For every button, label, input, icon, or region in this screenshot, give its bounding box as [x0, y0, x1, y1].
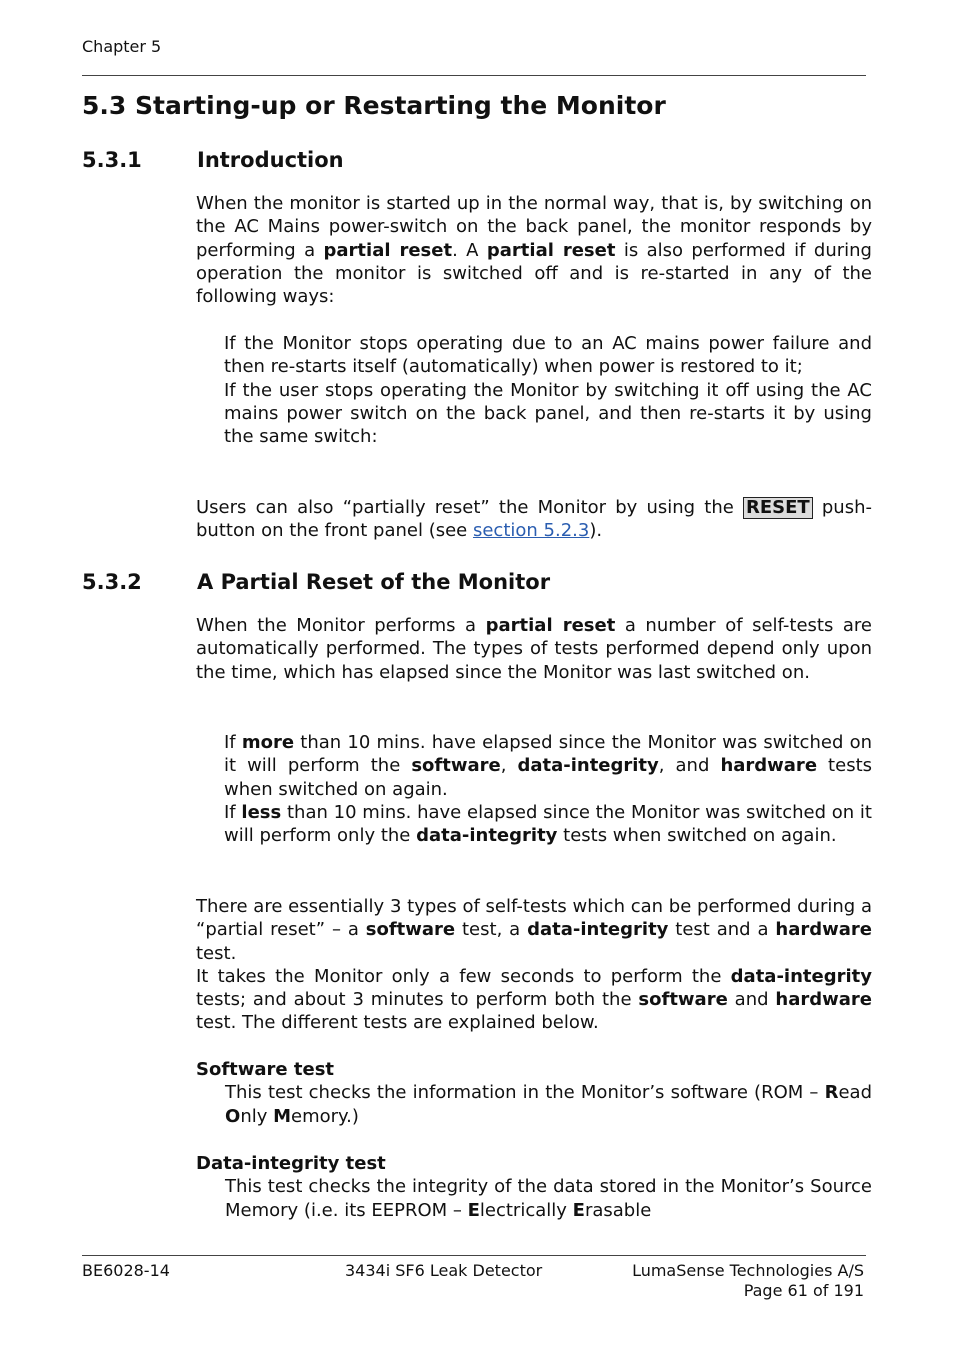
partial-reset-paragraph [196, 614, 872, 684]
test-types-paragraph [196, 895, 872, 1035]
text-run: nly [240, 1105, 274, 1127]
elapsed-time-list [196, 731, 872, 847]
subsection-number: 5.3.1 [82, 148, 142, 172]
text-run: If [224, 732, 242, 753]
footer-company: LumaSense Technologies A/S [632, 1261, 864, 1280]
text-run: tests; and about 3 minutes to perform both the [196, 989, 639, 1011]
text-run: . A [452, 239, 487, 261]
software-test-block [196, 1058, 872, 1128]
bold-term: hardware [720, 755, 818, 777]
bold-term: hardware [775, 919, 872, 941]
text-run: a number of self-tests are automatically performed. The types of tests performed depend only upon the time, which has elapsed since the Monitor was last switched on. [196, 615, 872, 683]
footer-product: 3434i SF6 Leak Detector [345, 1261, 543, 1280]
reset-button-label: RESET [743, 497, 813, 519]
text-run: than 10 mins. have elapsed since the Monitor was switched on it will perform the [224, 732, 872, 777]
bold-letter: O [225, 1105, 241, 1127]
text-run: There are essentially 3 types of self-tests which can be performed during a “partial reset” – a [196, 896, 872, 941]
data-integrity-test-block [196, 1152, 872, 1222]
subsection-heading-partial-reset [82, 567, 550, 597]
bold-letter: R [824, 1082, 839, 1104]
data-integrity-test-description [225, 1175, 872, 1222]
text-run: Users can also “partially reset” the Monitor by using the [196, 497, 743, 518]
section-number: 5.3 [82, 91, 127, 120]
bold-term: data-integrity [527, 919, 669, 941]
text-run: emory.) [291, 1105, 359, 1127]
text-run: rasable [584, 1199, 652, 1221]
text-run: When the Monitor performs a [196, 615, 486, 636]
list-item [224, 801, 872, 848]
text-run: is also performed if during operation the monitor is switched off and is re-started in any of the following ways: [196, 239, 872, 308]
text-run: ). [589, 520, 603, 542]
text-run: and [727, 989, 776, 1011]
text-run: tests when switched on again. [224, 755, 873, 800]
bold-term: more [241, 732, 295, 753]
text-run: , [500, 755, 518, 777]
bold-term: partial reset [323, 239, 453, 261]
text-run: It takes the Monitor only a few seconds to perform the [196, 965, 731, 987]
bold-term: software [638, 989, 728, 1011]
header-rule [82, 75, 866, 76]
text-run: This test checks the information in the Monitor’s software (ROM – [225, 1082, 825, 1104]
bold-term: partial reset [485, 615, 616, 636]
list-item [224, 731, 872, 801]
data-integrity-test-heading: Data-integrity test [196, 1153, 386, 1174]
footer-page-number: Page 61 of 191 [743, 1281, 864, 1300]
bold-letter: E [467, 1199, 480, 1221]
text-run: than 10 mins. have elapsed since the Monitor was switched on it will perform only the [224, 801, 872, 847]
footer-right [632, 1261, 864, 1301]
text-run: test and a [668, 919, 776, 941]
text-run: This test checks the integrity of the data stored in the Monitor’s Source Memory (i.e. its EEPROM – [225, 1176, 872, 1221]
bold-letter: E [572, 1199, 585, 1221]
bold-term: data-integrity [730, 965, 872, 987]
reset-paragraph [196, 496, 872, 543]
bold-term: software [365, 919, 456, 941]
list-item: If the user stops operating the Monitor by switching it off using the AC mains power switch on the back panel, and then re-starts it by using the same switch: [224, 379, 872, 448]
list-item: If the Monitor stops operating due to an AC mains power failure and then re-starts itself (automatically) when power is restored to it; [224, 333, 872, 378]
bold-term: data-integrity [416, 825, 558, 847]
subsection-heading-introduction [82, 145, 344, 175]
software-test-description [225, 1081, 872, 1128]
subsection-number: 5.3.2 [82, 570, 142, 594]
bold-term: less [241, 801, 282, 823]
section-title [82, 88, 666, 124]
bold-term: data-integrity [517, 755, 659, 777]
text-run: If [224, 801, 242, 823]
text-run: test. [196, 942, 237, 964]
intro-paragraph [196, 192, 872, 308]
bold-term: partial reset [486, 239, 616, 261]
text-run: lectrically [479, 1199, 573, 1221]
text-run: tests when switched on again. [557, 825, 837, 847]
section-link[interactable]: section 5.2.3 [472, 520, 590, 542]
software-test-heading: Software test [196, 1059, 335, 1080]
bold-term: software [411, 755, 501, 777]
bold-letter: M [273, 1105, 292, 1127]
text-run: test, a [455, 919, 528, 941]
text-run: ead [838, 1082, 872, 1104]
restart-conditions-list [196, 332, 872, 448]
text-run: push-button on the front panel (see [196, 497, 872, 542]
footer-rule [82, 1255, 866, 1256]
text-run: test. The different tests are explained below. [196, 1012, 599, 1034]
chapter-header: Chapter 5 [82, 37, 162, 56]
section-title-text: Starting-up or Restarting the Monitor [135, 91, 666, 120]
text-run: When the monitor is started up in the normal way, that is, by switching on the AC Mains power-switch on the back panel, the monitor responds by performing a [196, 193, 872, 261]
text-run: , and [658, 755, 721, 777]
bold-term: hardware [775, 989, 873, 1011]
subsection-title: Introduction [197, 148, 344, 172]
footer-doc-id: BE6028-14 [82, 1261, 170, 1280]
test-duration-paragraph [196, 965, 872, 1035]
subsection-title: A Partial Reset of the Monitor [197, 570, 551, 594]
